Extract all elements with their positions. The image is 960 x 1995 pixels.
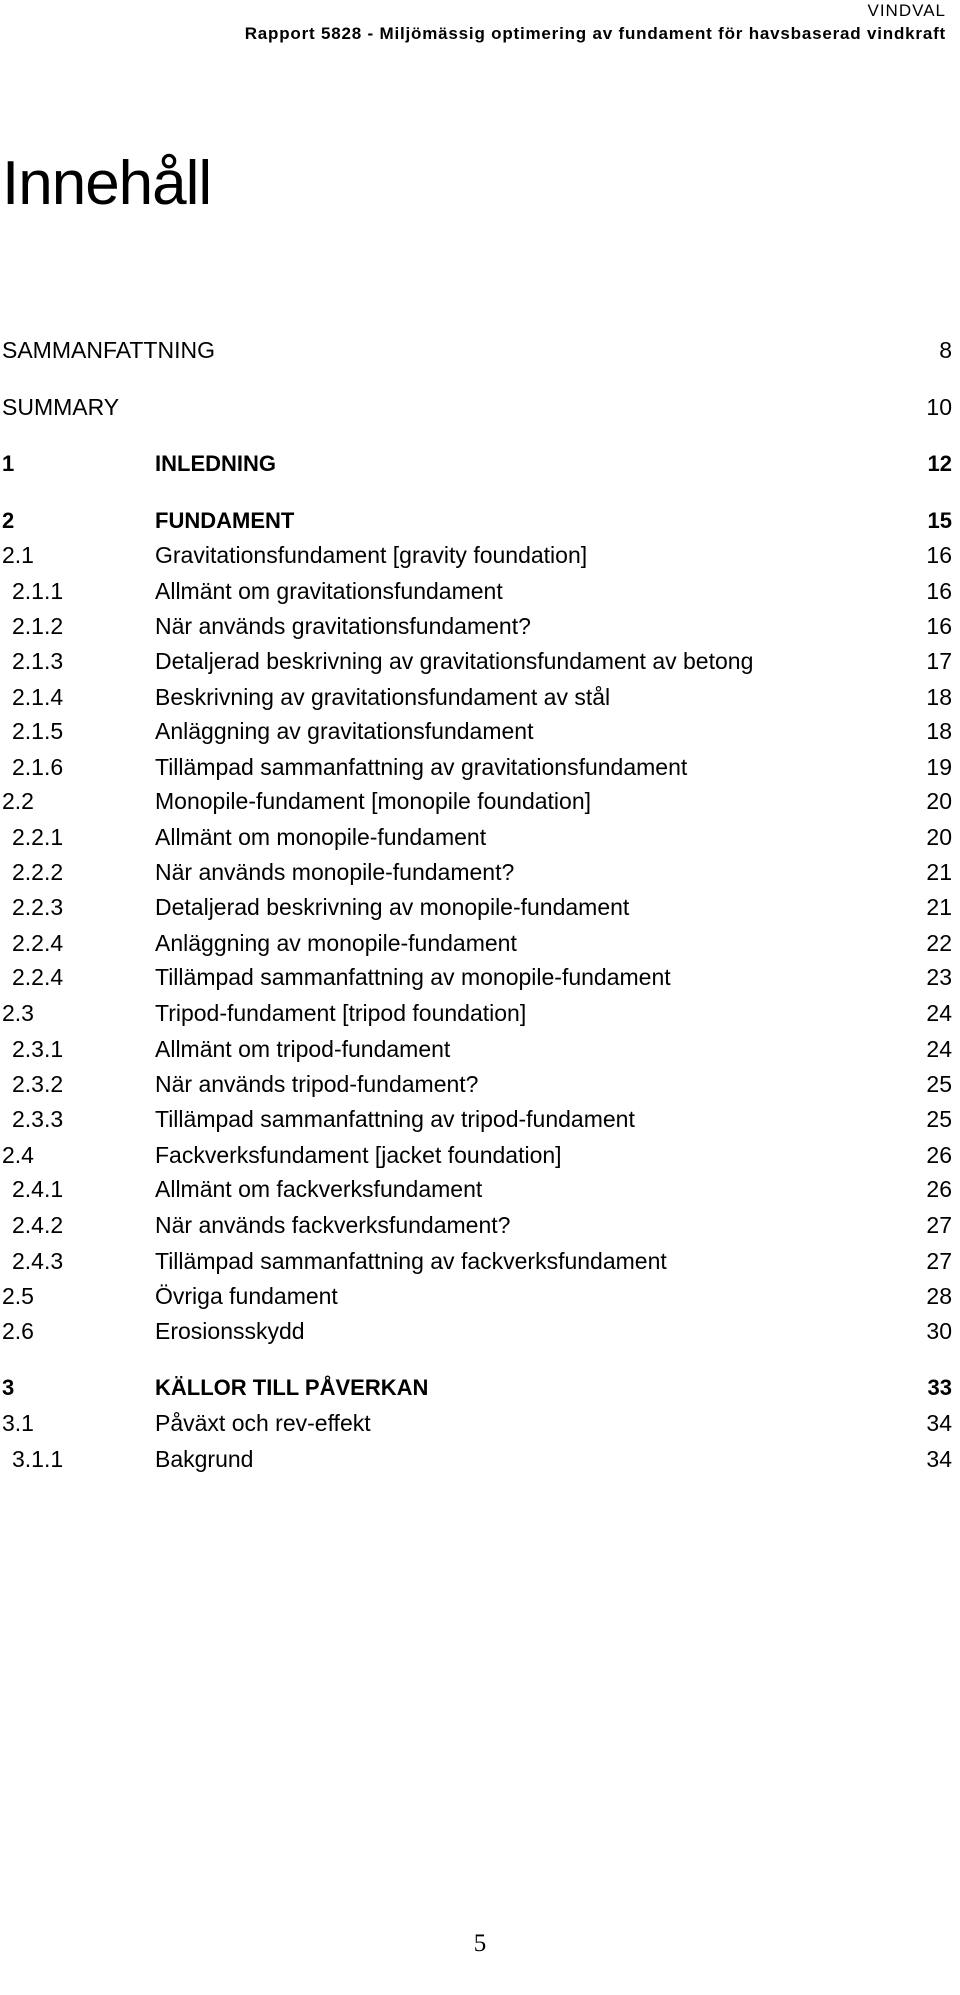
toc-entry[interactable]: [0, 1314, 960, 1348]
toc-entry-title: När används fackverksfundament?: [155, 1212, 511, 1238]
toc-entry-page: 24: [926, 1000, 952, 1026]
toc-entry-page: 25: [926, 1071, 952, 1097]
toc-entry-number: 2.3.2: [12, 1071, 64, 1097]
toc-entry-page: 19: [926, 754, 952, 780]
toc-entry[interactable]: [0, 538, 960, 572]
toc-entry-number: 2.4: [2, 1142, 34, 1168]
toc-entry-number: 2.2: [2, 788, 34, 814]
toc-entry-page: 21: [926, 894, 952, 920]
toc-entry[interactable]: [0, 784, 960, 818]
toc-entry[interactable]: [0, 609, 960, 643]
toc-entry-title: Övriga fundament: [155, 1283, 338, 1309]
toc-entry-page: 17: [926, 648, 952, 674]
toc-entry-title: Beskrivning av gravitationsfundament av stål: [155, 684, 611, 710]
toc-entry-title: När används tripod-fundament?: [155, 1071, 479, 1097]
toc-entry-number: 1: [2, 451, 15, 476]
toc-entry-page: 34: [926, 1446, 952, 1472]
toc-entry-number: 2.3.3: [12, 1106, 64, 1132]
toc-entry-title: Fackverksfundament [jacket foundation]: [155, 1142, 562, 1168]
toc-entry-number: 2.3.1: [12, 1036, 64, 1062]
toc-entry-page: 34: [926, 1410, 952, 1436]
toc-entry-title: Erosionsskydd: [155, 1318, 305, 1344]
toc-entry[interactable]: [0, 574, 960, 608]
header-brand: VINDVAL: [867, 1, 946, 20]
toc-entry-page: 18: [926, 684, 952, 710]
toc-entry[interactable]: [0, 750, 960, 784]
toc-entry-number: 2.5: [2, 1283, 34, 1309]
page-title: Innehåll: [2, 149, 212, 218]
toc-entry[interactable]: [0, 996, 960, 1030]
toc-entry-title: Tillämpad sammanfattning av monopile-fundament: [155, 964, 671, 990]
toc-entry-page: 25: [926, 1106, 952, 1132]
toc-entry[interactable]: [0, 1406, 960, 1440]
toc-entry[interactable]: [0, 1102, 960, 1136]
toc-entry-title: Allmänt om monopile-fundament: [155, 824, 487, 850]
toc-entry-page: 33: [927, 1375, 952, 1400]
toc-entry-page: 20: [926, 788, 952, 814]
toc-entry[interactable]: [0, 714, 960, 748]
toc-entry[interactable]: [0, 926, 960, 960]
toc-entry-page: 16: [926, 542, 952, 568]
toc-entry[interactable]: [0, 1279, 960, 1313]
toc-entry-title: INLEDNING: [155, 451, 276, 476]
toc-entry-number: 2.4.2: [12, 1212, 64, 1238]
toc-entry-title: Bakgrund: [155, 1446, 254, 1472]
toc-entry-title: Detaljerad beskrivning av gravitationsfundament av betong: [155, 648, 754, 674]
toc-entry-number: 2.1.4: [12, 684, 64, 710]
toc-entry-page: 26: [926, 1176, 952, 1202]
toc-entry[interactable]: [0, 1067, 960, 1101]
toc-entry-page: 15: [927, 508, 952, 533]
toc-entry-title: När används gravitationsfundament?: [155, 613, 531, 639]
toc-entry[interactable]: [0, 1172, 960, 1206]
toc-entry[interactable]: [0, 644, 960, 678]
toc-entry-page: 26: [926, 1142, 952, 1168]
toc-entry-number: 2.1.6: [12, 754, 64, 780]
toc-entry-page: 28: [926, 1283, 952, 1309]
toc-entry[interactable]: [0, 1442, 960, 1476]
toc-entry-number: 2.1: [2, 542, 34, 568]
toc-entry-page: 27: [926, 1248, 952, 1274]
toc-entry-number: 2.1.3: [12, 648, 64, 674]
toc-entry[interactable]: [0, 1244, 960, 1278]
toc-entry-number: 2.4.1: [12, 1176, 64, 1202]
toc-entry[interactable]: [0, 504, 960, 538]
toc-entry-title: Tillämpad sammanfattning av fackverksfundament: [155, 1248, 667, 1274]
toc-entry-title: Påväxt och rev-effekt: [155, 1410, 371, 1436]
toc-entry-number: 2.2.2: [12, 859, 64, 885]
toc-entry-number: 2.2.1: [12, 824, 64, 850]
toc-entry-number: 2.4.3: [12, 1248, 64, 1274]
toc-entry[interactable]: [0, 333, 960, 367]
toc-entry-title: Monopile-fundament [monopile foundation]: [155, 788, 592, 814]
header-report-title: Rapport 5828 - Miljömässig optimering av fundament för havsbaserad vindkraft: [244, 24, 946, 43]
toc-entry-number: 2.1.1: [12, 578, 64, 604]
toc-entry[interactable]: [0, 390, 960, 424]
toc-entry-page: 18: [926, 718, 952, 744]
toc-entry-title: Tillämpad sammanfattning av tripod-fundament: [155, 1106, 635, 1132]
toc-entry-number: 2.2.4: [12, 964, 64, 990]
toc-entry-number: 2.6: [2, 1318, 34, 1344]
toc-entry-page: 23: [926, 964, 952, 990]
toc-entry-page: 10: [926, 394, 952, 420]
toc-entry-page: 8: [939, 337, 952, 363]
toc-entry-title: FUNDAMENT: [155, 508, 295, 533]
toc-entry[interactable]: [0, 1371, 960, 1405]
toc-entry-title: Tripod-fundament [tripod foundation]: [155, 1000, 527, 1026]
toc-entry-title: Allmänt om gravitationsfundament: [155, 578, 503, 604]
page-header: [245, 0, 946, 46]
toc-entry[interactable]: [0, 855, 960, 889]
toc-entry-number: 2.2.3: [12, 894, 64, 920]
toc-entry-title: SAMMANFATTNING: [2, 337, 215, 363]
toc-entry-title: Tillämpad sammanfattning av gravitationsfundament: [155, 754, 688, 780]
toc-entry-number: 2: [2, 508, 15, 533]
toc-entry-page: 12: [927, 451, 952, 476]
toc-entry-number: 2.2.4: [12, 930, 64, 956]
toc-entry-page: 20: [926, 824, 952, 850]
toc-entry-number: 3: [2, 1375, 15, 1400]
toc-entry-title: KÄLLOR TILL PÅVERKAN: [155, 1375, 429, 1400]
toc-entry-title: Detaljerad beskrivning av monopile-fundament: [155, 894, 630, 920]
toc-entry-number: 2.3: [2, 1000, 34, 1026]
toc-entry[interactable]: [0, 820, 960, 854]
toc-entry-title: Anläggning av monopile-fundament: [155, 930, 517, 956]
toc-entry[interactable]: [0, 1032, 960, 1066]
toc-entry-title: SUMMARY: [2, 394, 120, 420]
toc-entry-number: 3.1.1: [12, 1446, 64, 1472]
toc-entry-number: 3.1: [2, 1410, 34, 1436]
toc-entry-title: När används monopile-fundament?: [155, 859, 515, 885]
toc-entry[interactable]: [0, 960, 960, 994]
toc-entry[interactable]: [0, 890, 960, 924]
toc-entry[interactable]: [0, 1208, 960, 1242]
toc-entry-page: 24: [926, 1036, 952, 1062]
toc-entry-title: Allmänt om fackverksfundament: [155, 1176, 483, 1202]
toc-entry-page: 16: [926, 613, 952, 639]
toc-entry-page: 27: [926, 1212, 952, 1238]
toc-entry-title: Gravitationsfundament [gravity foundation]: [155, 542, 588, 568]
toc-entry-number: 2.1.2: [12, 613, 64, 639]
toc-entry-title: Allmänt om tripod-fundament: [155, 1036, 451, 1062]
page-number: 5: [473, 1930, 487, 1957]
toc-entry-number: 2.1.5: [12, 718, 64, 744]
toc-entry-page: 22: [926, 930, 952, 956]
toc-entry-page: 30: [926, 1318, 952, 1344]
toc-entry-page: 16: [926, 578, 952, 604]
toc-entry[interactable]: [0, 1138, 960, 1172]
toc-entry-page: 21: [926, 859, 952, 885]
toc-entry-title: Anläggning av gravitationsfundament: [155, 718, 534, 744]
toc-entry[interactable]: [0, 447, 960, 481]
toc-entry[interactable]: [0, 680, 960, 714]
